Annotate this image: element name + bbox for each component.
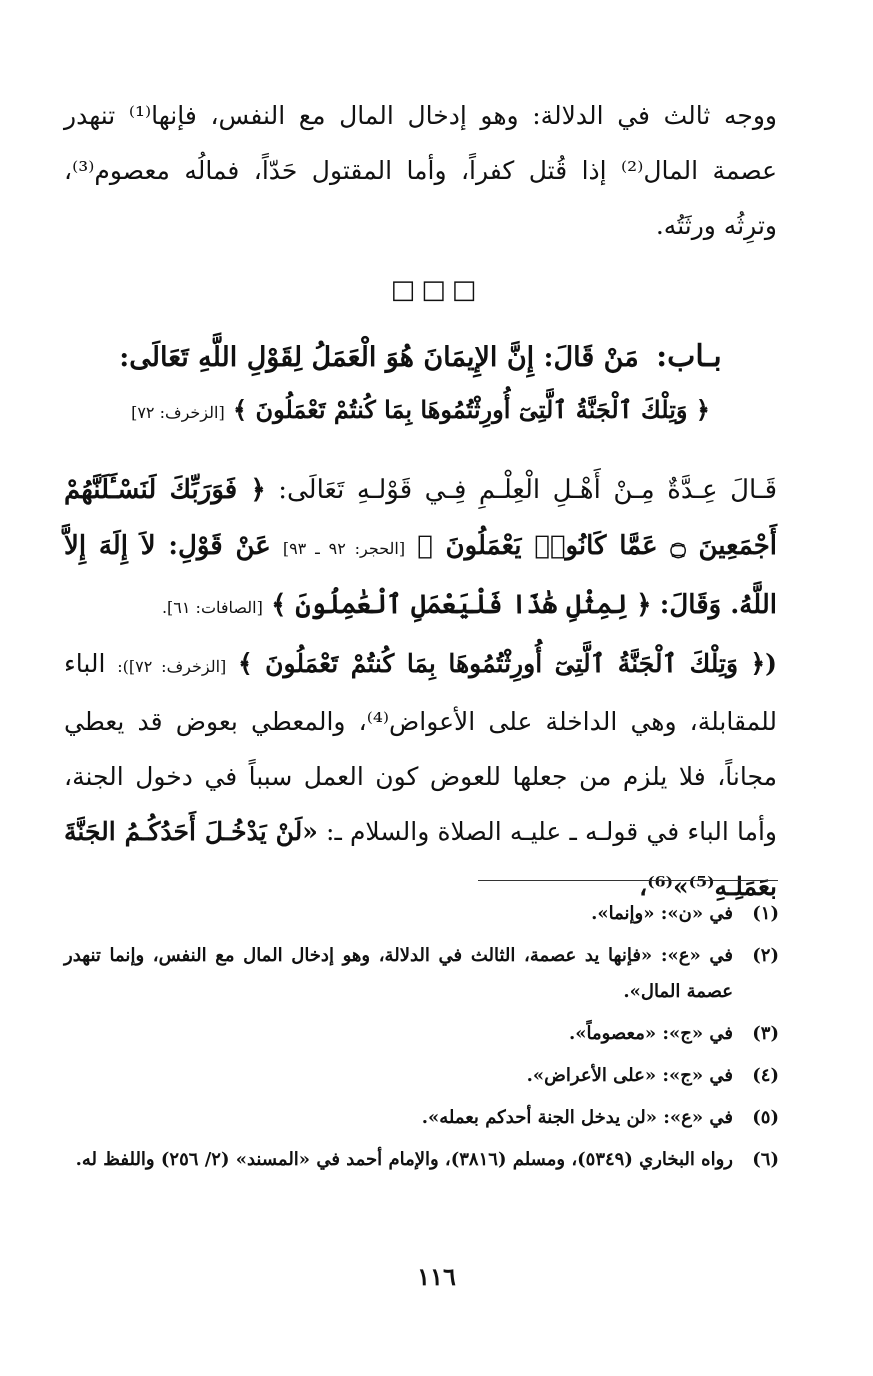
footnote	[64, 938, 779, 1010]
verse-saffat: ﴿ لِمِثْلِ هَٰذَا فَلْيَعْمَلِ ٱلْعَٰمِلُونَ ﴾	[271, 590, 652, 620]
footnote-number: (٣)	[752, 1023, 779, 1044]
verse-text: ﴿ وَتِلْكَ ٱلْجَنَّةُ ٱلَّتِىٓ أُورِثْتُمُوهَا بِمَا كُنتُمْ تَعْمَلُونَ ﴾	[233, 395, 710, 424]
footnote	[64, 1016, 779, 1052]
page-number: ١١٦	[417, 1262, 456, 1291]
footnote-number: (٤)	[752, 1065, 779, 1086]
footnote-text: في «ج»: «على الأعراض».	[526, 1065, 733, 1086]
footnote-text: رواه البخاري (٥٣٤٩)، ومسلم (٣٨١٦)، والإمام أحمد في «المسند» (٢/ ٢٥٦) واللفظ له.	[75, 1149, 733, 1170]
footnotes	[64, 896, 779, 1184]
footnote-text: في «ن»: «وإنما».	[591, 903, 733, 924]
commentary-paragraph	[64, 636, 777, 914]
footnote-number: (٥)	[752, 1107, 779, 1128]
intro-paragraph: ووجه ثالث في الدلالة: وهو إدخال المال مع النفس، فإنها⁽¹⁾ تنهدر عصمة المال⁽²⁾ إذا قُتل كفراً، وأما المقتول حَدّاً، فمالُه معصوم⁽³⁾، وترِثُه ورثَتُه.	[64, 101, 777, 240]
footnote-text: في «ج»: «معصوماً».	[568, 1023, 733, 1044]
footnote-number: (١)	[752, 903, 779, 924]
footnote-text: في «ع»: «لن يدخل الجنة أحدكم بعمله».	[421, 1107, 733, 1128]
footnote	[64, 1058, 779, 1094]
footnote	[64, 1142, 779, 1178]
chapter-label: بـاب:	[656, 339, 722, 374]
saffat-reference: [الصافات: ٦١].	[161, 598, 263, 617]
verse-reference: [الزخرف: ٧٢]	[131, 403, 225, 422]
footnote-text: في «ع»: «فإنها يد عصمة، الثالث في الدلالة، وهو إدخال المال مع النفس، وإنما تنهدر عصمة المال».	[64, 945, 733, 1002]
verse-zukhruf	[64, 386, 777, 437]
chapter-heading	[64, 332, 777, 383]
footnote	[64, 896, 779, 932]
scholars-intro: قَـالَ عِـدَّةٌ مِـنْ أَهْـلِ الْعِلْـمِ فِـي قَوْلـهِ تَعَالَى:	[278, 475, 778, 505]
footnote-number: (٢)	[752, 945, 779, 966]
footnote-divider	[478, 880, 778, 881]
chapter-title: مَنْ قَالَ: إِنَّ الإِيمَانَ هُوَ الْعَمَلُ لِقَوْلِ اللَّهِ تَعَالَى:	[119, 342, 639, 373]
verse-quote: (﴿ وَتِلْكَ ٱلْجَنَّةُ ٱلَّتِىٓ أُورِثْتُمُوهَا بِمَا كُنتُمْ تَعْمَلُونَ ﴾	[238, 649, 777, 678]
footnote-number: (٦)	[752, 1149, 779, 1170]
verse-hijr: ﴿ فَوَرَبِّكَ لَنَسْـَٔلَنَّهُمْ أَجْمَعِينَ ۝ عَمَّا كَانُوا۟ يَعْمَلُونَ ﴾	[64, 475, 778, 561]
commentary-text: الباء للمقابلة، وهي الداخلة على الأعواض⁽⁴⁾، والمعطي بعوض قد يعطي مجاناً، فلا يلزم من جعلها للعوض كون العمل سبباً في دخول الجنة، وأما الباء في قولـه ـ عليـه الصلاة والسلام ـ:	[64, 649, 777, 846]
verse-quote-reference: [الزخرف: ٧٢]):	[117, 657, 227, 676]
hadith-quote: «لَنْ يَدْخُـلَ أَحَدُكُـمُ الجَنَّةَ بعَمَلِـهِ⁽⁵⁾»⁽⁶⁾،	[64, 817, 777, 901]
scholars-paragraph	[64, 462, 777, 636]
footnote	[64, 1100, 779, 1136]
shahada-text: عَنْ قَوْلِ: لاَ إِلَهَ إِلاَّ اللَّهُ. وَقَالَ:	[64, 531, 777, 620]
hijr-reference: [الحجر: ٩٢ ـ ٩٣]	[282, 539, 406, 558]
section-separator: □□□	[390, 275, 483, 305]
